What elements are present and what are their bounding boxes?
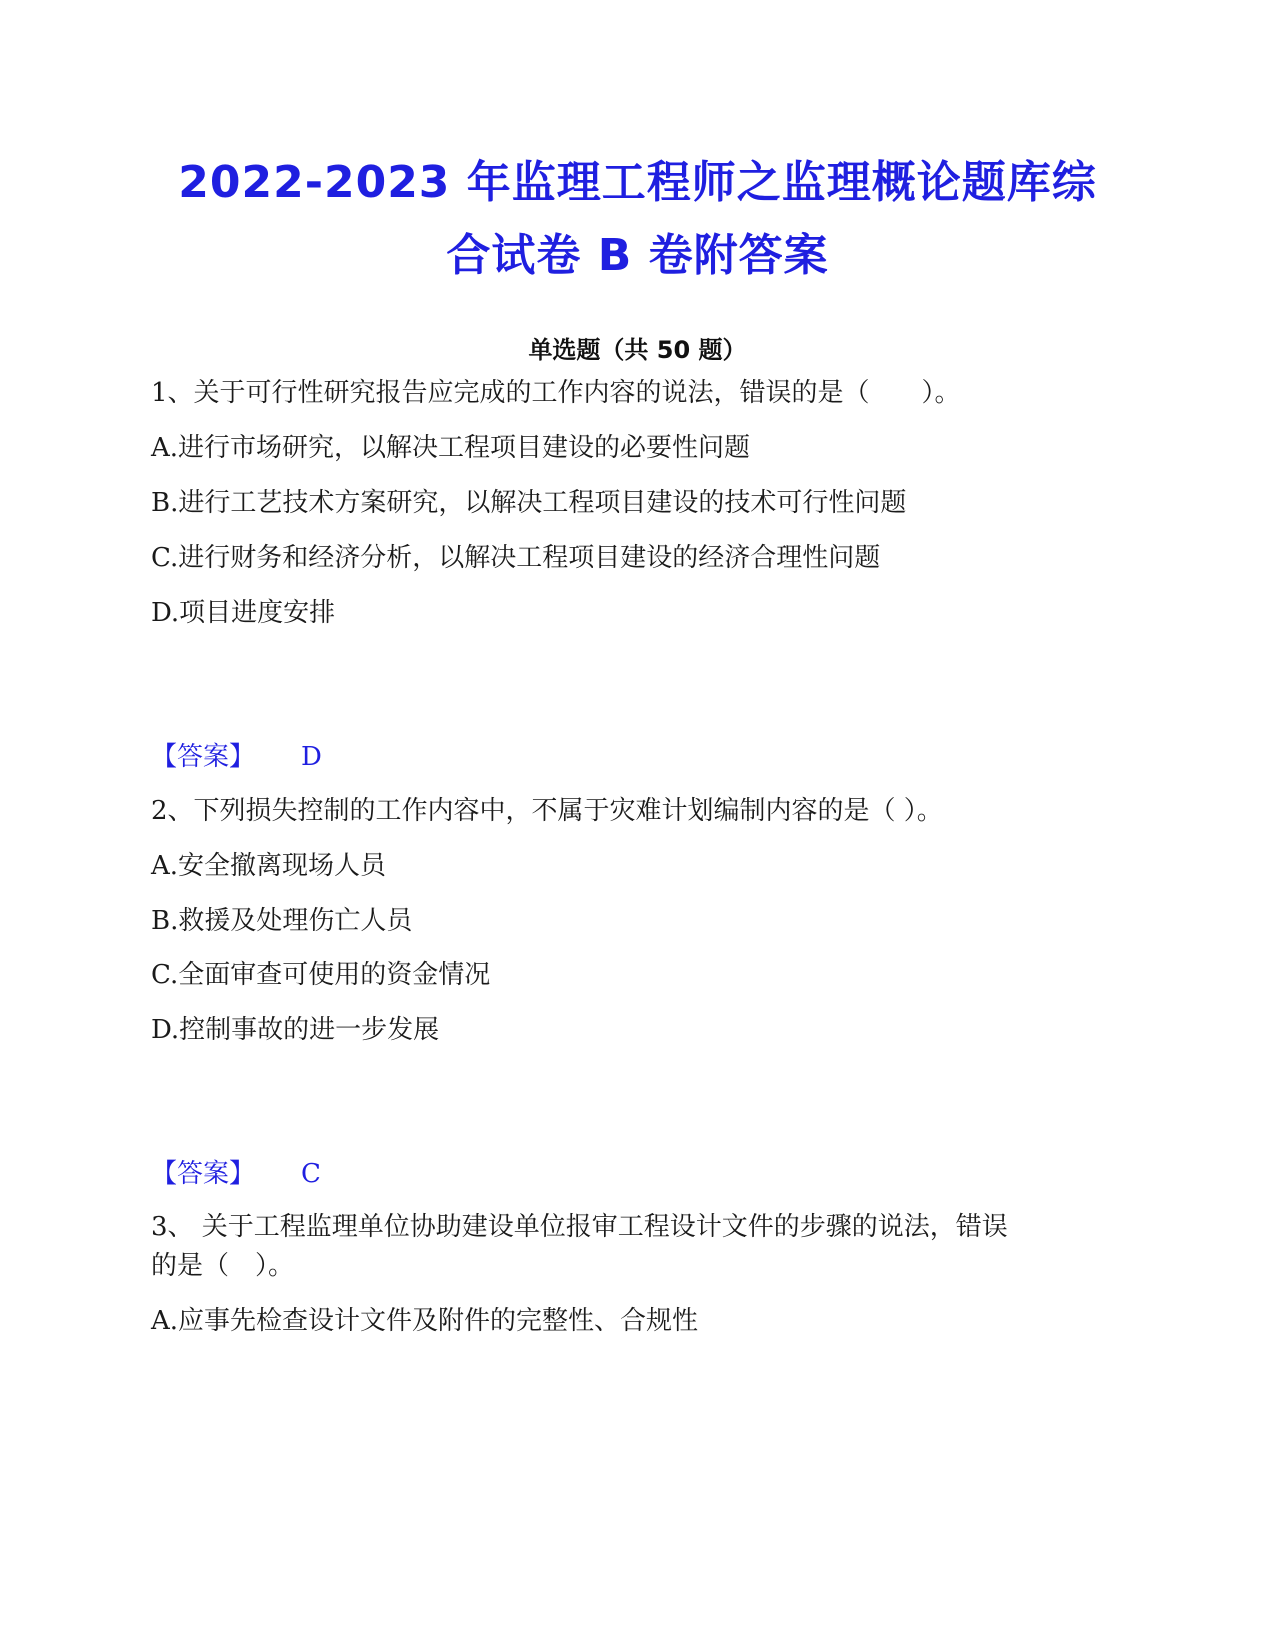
question-1-option-a: A.进行市场研究，以解决工程项目建设的必要性问题: [151, 433, 751, 463]
question-3-stem-line-2: 的是（ ）。: [151, 1251, 295, 1281]
question-2-option-a: A.安全撤离现场人员: [151, 851, 387, 881]
question-2-option-d: D.控制事故的进一步发展: [151, 1015, 440, 1045]
question-2-option-c: C.全面审查可使用的资金情况: [151, 960, 491, 990]
question-3-stem-line-1: 3、 关于工程监理单位协助建设单位报审工程设计文件的步骤的说法，错误: [151, 1212, 1008, 1242]
question-2-option-b: B.救援及处理伤亡人员: [151, 906, 413, 936]
question-2-answer: [151, 1157, 321, 1191]
question-1-answer: [151, 740, 322, 774]
question-1-option-d: D.项目进度安排: [151, 598, 336, 628]
question-1-stem: 1、关于可行性研究报告应完成的工作内容的说法，错误的是（ ）。: [151, 378, 961, 408]
question-2-stem: 2、下列损失控制的工作内容中，不属于灾难计划编制内容的是（ ）。: [151, 796, 943, 826]
answer-value: C: [301, 1159, 321, 1189]
question-3-option-a: A.应事先检查设计文件及附件的完整性、合规性: [151, 1306, 699, 1336]
answer-label: 【答案】: [151, 742, 256, 772]
document-title-line-2: 合试卷 B 卷附答案: [446, 230, 829, 281]
question-1-option-b: B.进行工艺技术方案研究，以解决工程项目建设的技术可行性问题: [151, 488, 907, 518]
answer-label: 【答案】: [151, 1159, 256, 1189]
section-heading: 单选题（共 50 题）: [528, 336, 747, 364]
document-title-line-1: 2022-2023 年监理工程师之监理概论题库综: [178, 157, 1097, 208]
answer-value: D: [301, 742, 322, 772]
question-1-option-c: C.进行财务和经济分析，以解决工程项目建设的经济合理性问题: [151, 543, 881, 573]
